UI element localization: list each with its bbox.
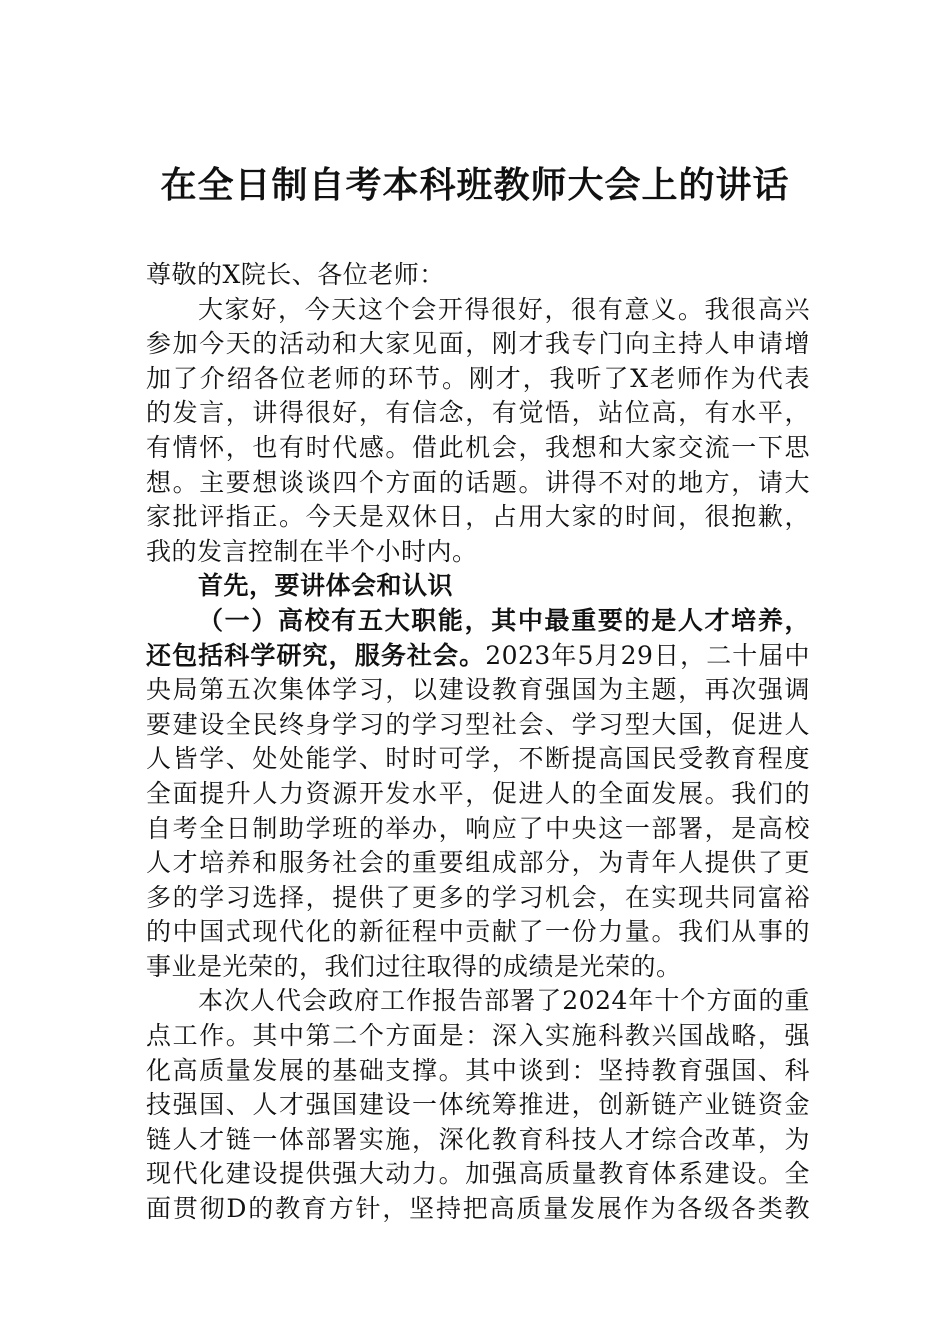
paragraph-line: （一）高校有五大职能，其中最重要的是人才培养， [198, 605, 810, 635]
paragraph-line: 自考全日制助学班的举办，响应了中央这一部署，是高校 [146, 813, 810, 843]
document-body [146, 258, 810, 1227]
paragraph-line: 加了介绍各位老师的环节。刚才，我听了X老师作为代表 [146, 363, 810, 393]
paragraph-line: 大家好，今天这个会开得很好，很有意义。我很高兴 [198, 294, 810, 324]
paragraph-line: 想。主要想谈谈四个方面的话题。讲得不对的地方，请大 [146, 467, 810, 497]
paragraph-line: 的发言，讲得很好，有信念，有觉悟，站位高，有水平， [146, 398, 810, 428]
paragraph-line: 本次人代会政府工作报告部署了2024年十个方面的重 [198, 986, 810, 1016]
paragraph-line: 点工作。其中第二个方面是：深入实施科教兴国战略，强 [146, 1021, 810, 1051]
paragraph-line-mixed [146, 639, 810, 674]
paragraph-opening [146, 293, 810, 570]
paragraph-line: 事业是光荣的，我们过往取得的成绩是光荣的。 [146, 951, 682, 981]
paragraph-line: 人皆学、处处能学、时时可学，不断提高国民受教育程度 [146, 744, 810, 774]
salutation: 尊敬的X院长、各位老师： [146, 260, 445, 289]
document-title: 在全日制自考本科班教师大会上的讲话 [160, 164, 790, 206]
paragraph-line: 化高质量发展的基础支撑。其中谈到：坚持教育强国、科 [146, 1055, 810, 1085]
paragraph-line: 参加今天的活动和大家见面，刚才我专门向主持人申请增 [146, 329, 810, 359]
paragraph-government-report [146, 984, 810, 1226]
paragraph-line: 链人才链一体部署实施，深化教育科技人才综合改革，为 [146, 1124, 810, 1154]
paragraph-line: 现代化建设提供强大动力。加强高质量教育体系建设。全 [146, 1159, 810, 1189]
paragraph-line: 家批评指正。今天是双休日，占用大家的时间，很抱歉， [146, 502, 810, 532]
paragraph-line: 要建设全民终身学习的学习型社会、学习型大国，促进人 [146, 709, 810, 739]
section-heading: 首先，要讲体会和认识 [198, 571, 454, 601]
paragraph-line: 人才培养和服务社会的重要组成部分，为青年人提供了更 [146, 848, 810, 878]
paragraph-line: 的中国式现代化的新征程中贡献了一份力量。我们从事的 [146, 917, 810, 947]
paragraph-university-functions [146, 604, 810, 985]
paragraph-line: 有情怀，也有时代感。借此机会，我想和大家交流一下思 [146, 432, 810, 462]
subsection-lead: 还包括科学研究，服务社会。 [146, 640, 486, 670]
paragraph-line: 我的发言控制在半个小时内。 [146, 536, 478, 566]
paragraph-line: 面贯彻D的教育方针，坚持把高质量发展作为各级各类教 [146, 1194, 810, 1224]
paragraph-text: 2023年5月29日，二十届中 [485, 640, 810, 670]
paragraph-line: 央局第五次集体学习，以建设教育强国为主题，再次强调 [146, 675, 810, 705]
paragraph-line: 技强国、人才强国建设一体统筹推进，创新链产业链资金 [146, 1090, 810, 1120]
paragraph-line: 全面提升人力资源开发水平，促进人的全面发展。我们的 [146, 778, 810, 808]
paragraph-line: 多的学习选择，提供了更多的学习机会，在实现共同富裕 [146, 882, 810, 912]
